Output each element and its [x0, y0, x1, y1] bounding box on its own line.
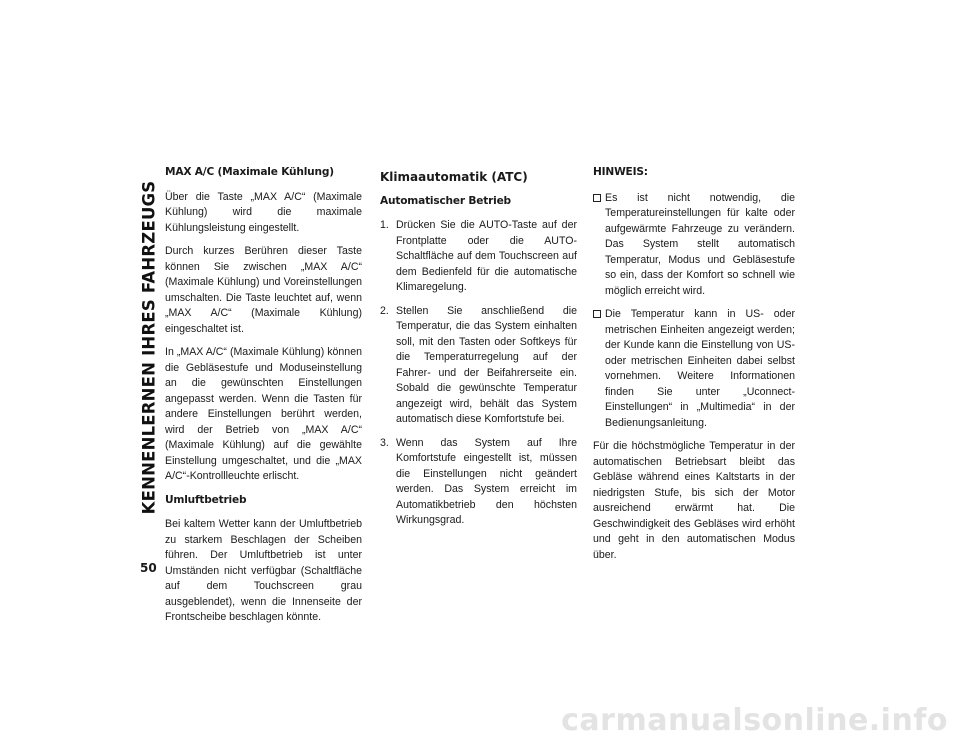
note-heading: HINWEIS: [593, 166, 648, 178]
step-text: Stellen Sie anschließend die Temperatur, die das System einhalten soll, mit den Tasten oder Softkeys für die Temperaturregelung auf der Fahrer- und der Beifahrerseite ein. Sobald die gewünschte Temperatur angezeigt wird, behält das System automatisch diese Komfortstufe bei. [396, 304, 577, 425]
note-text: Es ist nicht notwendig, die Temperatureinstellungen für kalte oder aufgewärmte Fahrzeuge zu verändern. Das System stellt automatisch Temperatur, Modus und Gebläsestufe so ein, dass der Komfort so schnell wie möglich erreicht wird. [605, 191, 795, 297]
paragraph: In „MAX A/C“ (Maximale Kühlung) können die Gebläsestufe und Moduseinstellung an die gewünschten Einstellungen angepasst werden. Wenn die Tasten für andere Einstellungen berührt werden, wird der Betrieb von „MAX A/C“ (Maximale Kühlung) auf die gewählte Einstellung umgeschaltet, und die „MAX A/C“-Kontrollleuchte erlischt. [165, 346, 362, 482]
step-number: 3. [380, 436, 389, 449]
step-number: 1. [380, 219, 389, 231]
list-item [380, 218, 577, 296]
paragraph: Für die höchstmögliche Temperatur in der automatischen Betriebsart bleibt das Gebläse während eines Kaltstarts in der niedrigsten Stufe, bis sich der Motor ausreichend erwärmt hat. Die Geschwindigkeit des Gebläses wird erhöht und geht in den automatischen Modus über. [593, 440, 795, 561]
column-2 [380, 170, 577, 537]
note-list [593, 191, 795, 432]
automatic-operation-heading: Automatischer Betrieb [380, 194, 511, 207]
paragraph: Bei kaltem Wetter kann der Umluftbetrieb zu starkem Beschlagen der Scheiben führen. Der Umluftbetrieb ist unter Umständen nicht verfügbar (Schaltfläche auf dem Touchscreen grau ausgeblendet), wenn die Innenseite der Frontscheibe beschlagen könnte. [165, 518, 362, 623]
note-text: Die Temperatur kann in US- oder metrischen Einheiten angezeigt werden; der Kunde kann die Einstellung von US- oder metrischen Einheiten dabei selbst vornehmen. Weitere Informationen finden Sie unter „Uconnect-Einstellungen“ in „Multimedia“ in der Bedienungsanleitung. [605, 308, 795, 429]
step-text: Wenn das System auf Ihre Komfortstufe eingestellt ist, müssen die Einstellungen nicht geändert werden. Das System erreicht im Automatikbetrieb den höchsten Wirkungsgrad. [396, 436, 577, 526]
list-item [593, 191, 795, 300]
max-ac-heading: MAX A/C (Maximale Kühlung) [165, 166, 334, 178]
step-text: Drücken Sie die AUTO-Taste auf der Frontplatte oder die AUTO-Schaltfläche auf dem Touchscreen auf dem Bedienfeld für die automatische Klimaregelung. [396, 219, 577, 293]
section-side-tab [138, 150, 160, 545]
steps-list [380, 218, 577, 529]
list-item [380, 304, 577, 428]
checkbox-bullet-icon [593, 191, 605, 300]
watermark: carmanualsonline.info [561, 703, 948, 738]
paragraph: Über die Taste „MAX A/C“ (Maximale Kühlung) wird die maximale Kühlungsleistung eingestellt. [165, 190, 362, 234]
recirculation-heading: Umluftbetrieb [165, 493, 247, 506]
list-item [593, 307, 795, 431]
column-3 [593, 165, 795, 571]
column-1 [165, 165, 362, 634]
section-side-tab-label: KENNENLERNEN IHRES FAHRZEUGS [139, 180, 159, 515]
paragraph: Durch kurzes Berühren dieser Taste können Sie zwischen „MAX A/C“ (Maximale Kühlung) und Voreinstellungen umschalten. Die Taste leuchtet auf, wenn „MAX A/C“ (Maximale Kühlung) eingeschaltet ist. [165, 245, 362, 335]
list-item [380, 436, 577, 529]
atc-section-title: Klimaautomatik (ATC) [380, 170, 528, 184]
checkbox-bullet-icon [593, 307, 605, 431]
step-number: 2. [380, 304, 389, 317]
page-number: 50 [140, 561, 157, 575]
